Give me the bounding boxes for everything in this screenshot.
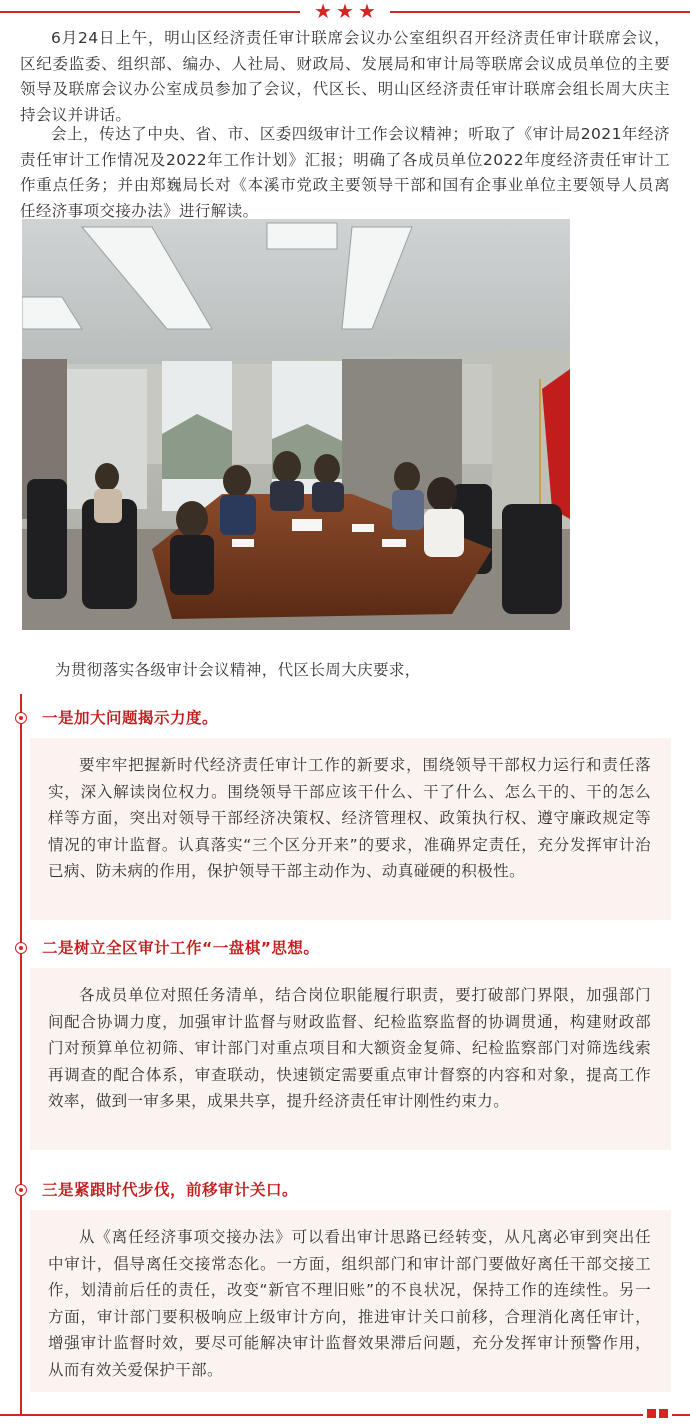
lead-sentence: 为贯彻落实各级审计会议精神，代区长周大庆要求， xyxy=(55,661,421,679)
meeting-room-photo xyxy=(22,219,570,630)
star-icon: ★ xyxy=(336,0,354,23)
timeline-dot-icon xyxy=(15,1184,27,1196)
section-3-box xyxy=(30,1210,671,1392)
corner-squares-icon xyxy=(643,1409,672,1418)
timeline-dot-icon xyxy=(15,942,27,954)
star-icon: ★ xyxy=(314,0,333,23)
timeline-dot-icon xyxy=(15,712,27,724)
section-1-title: 一是加大问题揭示力度。 xyxy=(42,709,219,727)
section-2-body: 各成员单位对照任务清单，结合岗位职能履行职责，要打破部门界限，加强部门间配合协调力度，加强审计监督与财政监督、纪检监察监督的协调贯通，构建财政部门对预算单位初筛、审计部门对重点项目和大额资金复筛、纪检监察部门对筛选线索再调查的配合体系，审查联动，快速锁定需要重点审计督察的内容和对象，提高工作效率，做到一审多果，成果共享，提升经济责任审计刚性约束力。 xyxy=(48,986,651,1110)
star-icon: ★ xyxy=(357,0,376,23)
intro-paragraph-2: 会上，传达了中央、省、市、区委四级审计工作会议精神；听取了《审计局2021年经济责任审计工作情况及2022年工作计划》汇报；明确了各成员单位2022年度经济责任审计工作重点任务；并由郑巍局长对《本溪市党政主要领导干部和国有企事业单位主要领导人员离任经济事项交接办法》进行解读。 xyxy=(20,125,670,220)
section-2-title: 二是树立全区审计工作“一盘棋”思想。 xyxy=(42,939,320,957)
bottom-divider xyxy=(0,1414,690,1416)
section-1-body: 要牢牢把握新时代经济责任审计工作的新要求，围绕领导干部权力运行和责任落实，深入解读岗位权力。围绕领导干部应该干什么、干了什么、怎么干的、干的怎么样等方面，突出对领导干部经济决策权、经济管理权、政策执行权、遵守廉政规定等情况的审计监督。认真落实“三个区分开来”的要求，准确界定责任，充分发挥审计治已病、防未病的作用，保护领导干部主动作为、动真碰硬的积极性。 xyxy=(48,756,651,880)
section-3-body: 从《离任经济事项交接办法》可以看出审计思路已经转变，从凡离必审到突出任中审计，倡导离任交接常态化。一方面，组织部门和审计部门要做好离任干部交接工作，划清前后任的责任，改变“新官不理旧账”的不良状况，保持工作的连续性。另一方面，审计部门要积极响应上级审计方向，推进审计关口前移，合理消化离任审计，增强审计监督时效，要尽可能解决审计监督效果滞后问题，充分发挥审计预警作用，从而有效关爱保护干部。 xyxy=(48,1228,651,1379)
timeline-line xyxy=(20,694,22,1414)
intro-paragraph-1: 6月24日上午，明山区经济责任审计联席会议办公室组织召开经济责任审计联席会议，区纪委监委、组织部、编办、人社局、财政局、发展局和审计局等联席会议成员单位的主要领导及联席会议办公室成员参加了会议，代区长、明山区经济责任审计联席会组长周大庆主持会议并讲话。 xyxy=(20,29,670,124)
section-1-box xyxy=(30,738,671,920)
section-2-box xyxy=(30,968,671,1150)
header-stars xyxy=(300,0,390,23)
section-3-title: 三是紧跟时代步伐，前移审计关口。 xyxy=(42,1181,299,1199)
